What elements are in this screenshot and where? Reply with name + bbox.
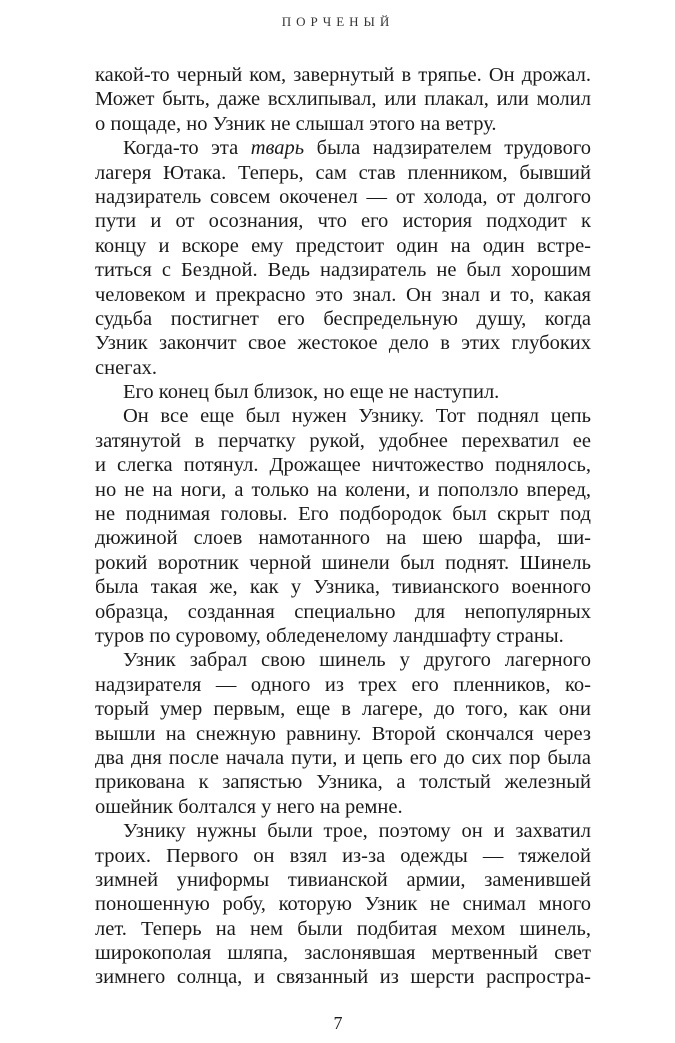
text-line: снегах. <box>95 356 158 379</box>
emphasized-word: тварь <box>250 137 305 160</box>
text-line: Может быть, даже всхлипывал, или плакал, или молил <box>95 88 591 111</box>
text-line: Когда-то эта тварь была надзирателем трудового <box>123 137 591 160</box>
text-line: рокий воротник черной шинели был поднят. Шинель <box>95 551 591 574</box>
text-line: была такая же, как у Узника, тивианского военного <box>95 576 591 599</box>
text-line: широкополая шляпа, заслонявшая мертвенный свет <box>95 942 591 965</box>
text-line: затянутой в перчатку рукой, удобнее перехватил ее <box>95 429 591 452</box>
text-line: Узник забрал свою шинель у другого лагерного <box>123 649 591 672</box>
body-text <box>95 63 591 990</box>
text-line: Он все еще был нужен Узнику. Тот поднял цепь <box>123 405 591 428</box>
text-line: поношенную робу, которую Узник не снимал много <box>95 893 591 916</box>
text-line: дюжиной слоев намотанного на шею шарфа, ши- <box>95 527 591 550</box>
text-line: судьба постигнет его беспредельную душу, когда <box>95 307 591 330</box>
text-line: туров по суровому, обледенелому ландшафту страны. <box>95 624 564 647</box>
text-line: зимней униформы тивианской армии, заменившей <box>95 868 591 891</box>
text-line: Узнику нужны были трое, поэтому он и захватил <box>123 820 591 843</box>
text-line: лагеря Ютака. Теперь, сам став пленником, бывший <box>95 161 591 184</box>
text-line: о пощаде, но Узник не слышал этого на ветру. <box>95 112 497 135</box>
text-line: Узник закончит свое жестокое дело в этих глубоких <box>95 332 591 355</box>
text-line: титься с Бездной. Ведь надзиратель не был хорошим <box>95 259 591 282</box>
page-number: 7 <box>333 1013 343 1033</box>
text-line: зимнего солнца, и связанный из шерсти распростра- <box>95 966 591 989</box>
text-line: надзирателя — одного из трех его пленников, ко- <box>95 673 591 696</box>
text-line: ошейник болтался у него на ремне. <box>95 795 403 818</box>
text-line: лет. Теперь на нем были подбитая мехом шинель, <box>95 917 591 940</box>
text-line: торый умер первым, еще в лагере, до того, как они <box>95 698 591 721</box>
text-line: какой-то черный ком, завернутый в тряпье. Он дрожал. <box>95 64 591 86</box>
running-head: ПОРЧЕНЫЙ <box>281 14 395 29</box>
text-line: вышли на снежную равнину. Второй скончался через <box>95 722 591 745</box>
text-line: прикована к запястью Узника, а толстый железный <box>95 771 591 794</box>
text-line: троих. Первого он взял из-за одежды — тяжелой <box>95 844 591 867</box>
text-line: образца, созданная специально для непопулярных <box>95 600 591 623</box>
text-line: Его конец был близок, но еще не наступил. <box>123 381 500 404</box>
text-line: но не на ноги, а только на колени, и поползло вперед, <box>95 478 591 501</box>
text-line: пути и от осознания, что его история подходит к <box>95 210 591 233</box>
text-line: два дня после начала пути, и цепь его до сих пор была <box>95 746 591 769</box>
text-line: надзиратель совсем окоченел — от холода, от долгого <box>95 185 591 208</box>
text-line: и слегка потянул. Дрожащее ничтожество поднялось, <box>95 454 591 477</box>
text-line: не поднимая головы. Его подбородок был скрыт под <box>95 503 591 526</box>
text-line: человеком и прекрасно это знал. Он знал и то, какая <box>95 283 591 306</box>
text-line: концу и вскоре ему предстоит один на один встре- <box>95 234 591 257</box>
